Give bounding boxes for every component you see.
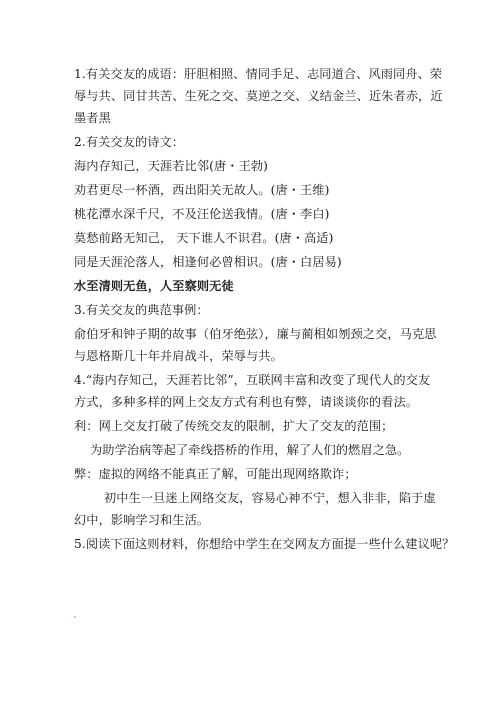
text-line-19: 初中生一旦迷上网络交友，容易心神不宁，想入非非，陷于虚	[104, 491, 436, 505]
text-line-1: 1.有关交友的成语：肝胆相照、情同手足、志同道合、风雨同舟、荣	[74, 67, 443, 81]
text-line-13: 与恩格斯几十年并肩战斗，荣辱与共。	[74, 349, 283, 363]
paragraph-marker	[74, 616, 76, 618]
text-line-12: 俞伯牙和钟子期的故事（伯牙绝弦），廉与蔺相如刎颈之交，马克思	[74, 327, 437, 341]
text-line-10: 水至清则无鱼，人至察则无徒	[74, 279, 234, 293]
text-line-11: 3.有关交友的典范事例：	[74, 303, 209, 317]
document-body	[74, 63, 455, 555]
text-line-2: 辱与共、同甘共苦、生死之交、莫逆之交、义结金兰、近朱者赤，近	[74, 89, 443, 103]
text-line-7: 桃花潭水深千尺，不及汪伦送我情。(唐・李白)	[74, 207, 330, 221]
text-line-18: 弊：虚拟的网络不能真正了解，可能出现网络欺诈；	[74, 467, 357, 481]
text-line-8: 莫愁前路无知己， 天下谁人不识君。(唐・高适)	[74, 231, 334, 245]
text-line-6: 劝君更尽一杯酒，西出阳关无故人。(唐・王维)	[74, 183, 330, 197]
text-line-20: 幻中，影响学习和生活。	[74, 513, 210, 527]
text-line-21: 5.阅读下面这则材料，你想给中学生在交网友方面提一些什么建议呢？	[74, 537, 455, 551]
text-line-17: 为助学治病等起了牵线搭桥的作用，解了人们的燃眉之急。	[90, 443, 410, 457]
text-line-3: 墨者黑	[74, 111, 111, 125]
text-line-5: 海内存知己，天涯若比邻(唐・王勃)	[74, 159, 269, 173]
text-line-15: 方式，多种多样的网上交友方式有利也有弊，请谈谈你的看法。	[74, 395, 419, 409]
text-line-9: 同是天涯沦落人，相逢何必曾相识。(唐・白居易)	[74, 255, 342, 269]
text-line-16: 利：网上交友打破了传统交友的限制，扩大了交友的范围；	[74, 419, 394, 433]
text-line-4: 2.有关交友的诗文：	[74, 135, 185, 149]
text-line-14: 4.“海内存知己，天涯若比邻”，互联网丰富和改变了现代人的交友	[74, 373, 431, 387]
